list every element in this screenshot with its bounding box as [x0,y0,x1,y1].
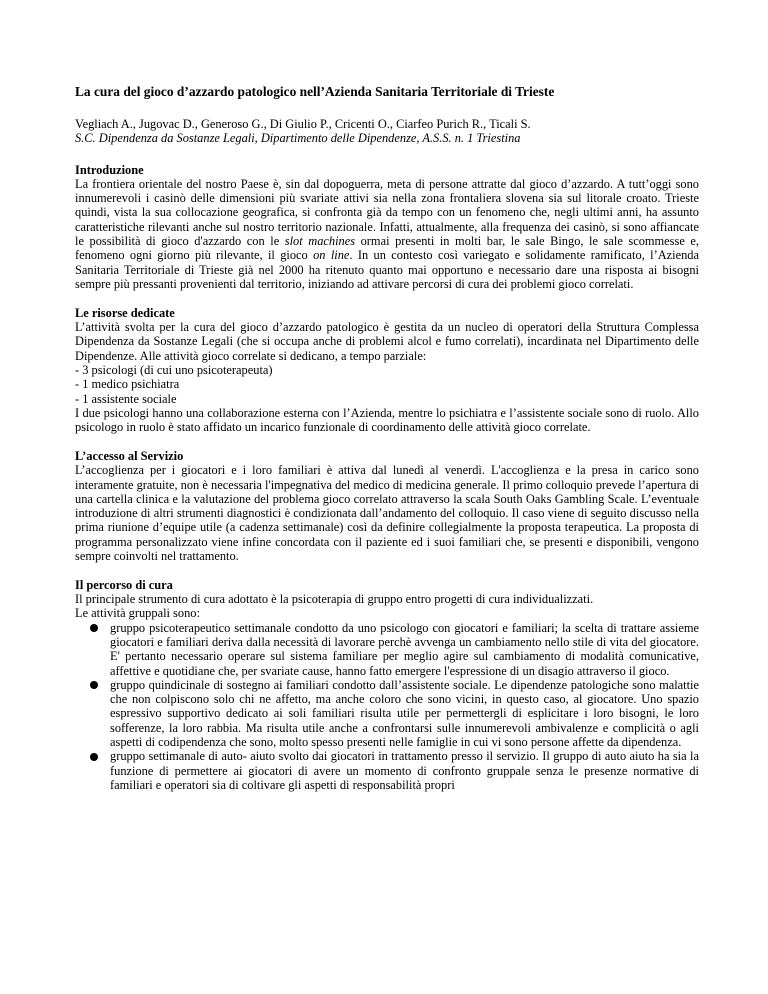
section-heading: L’accesso al Servizio [75,448,184,463]
paragraph: L’attività svolta per la cura del gioco d’azzardo patologico è gestita da un nucleo di operatori della Struttura Complessa Dipendenza da Sostanze Legali (che si occupa anche di problemi alcol e fumo correlati), incardinata nel Dipartimento delle Dipendenze. Alle attività gioco correlate si dedicano, a tempo parziale: [75,320,699,363]
bullet-icon [90,753,98,761]
document-title: La cura del gioco d’azzardo patologico nell’Azienda Sanitaria Territoriale di Trieste [75,84,555,99]
text-run: La frontiera orientale del nostro Paese è, sin dal dopoguerra, meta di persone attratte dal gioco d’azzardo. A tutt’oggi sono innumerevoli i casinò delle dimensioni più svariate attivi sia nella zona frontaliera slovena sia sul litorale croato. Trieste quindi, vista la sua collocazione geografica, si confronta già da tempo con un fenomeno che, negli ultimi anni, ha assunto caratteristiche rilevanti anche sul nostro territorio nazionale. Infatti, attualmente, alla frequenza dei casinò, si sono affiancate le possibilità di gioco d'azzardo con le [75,176,699,249]
text-run: . In un contesto così variegato e solidamente ramificato, l’Azienda Sanitaria Territoriale di Trieste già nel 2000 ha ritenuto quanto mai opportuno e necessario dare una risposta ai bisogni sempre più pressanti provenienti dal territorio, iniziando ad attivare percorsi di cura dei problemi gioco correlati. [75,248,699,291]
section-heading: Le risorse dedicate [75,305,175,320]
paragraph [75,177,699,291]
authors: Vegliach A., Jugovac D., Generoso G., Di Giulio P., Cricenti O., Ciarfeo Purich R., Ticali S. [75,117,531,131]
list-item-text: gruppo quindicinale di sostegno ai familiari condotto dall’assistente sociale. Le dipendenze patologiche sono malattie che non colpiscono solo chi ne affetto, ma anche coloro che sono vicini, in questo caso, al giocatore. Uno spazio espressivo supportivo dedicato ai soli familiari risulta utile per permettergli di esplicitare i loro bisogni, le loro sofferenze, la loro rabbia. Ma risulta utile anche a confrontarsi sulle innumerevoli ambivalenze e complicità o agli aspetti di codipendenza che sono, molto spesso presenti nelle famiglie in cui vi sono persone affette da dipendenza. [110,677,699,750]
list-item [110,749,699,792]
affiliation: S.C. Dipendenza da Sostanze Legali, Dipartimento delle Dipendenze, A.S.S. n. 1 Triestina [75,131,521,146]
list-item [110,621,699,678]
paragraph: Le attività gruppali sono: [75,606,200,621]
paragraph: L’accoglienza per i giocatori e i loro familiari è attiva dal lunedì al venerdì. L'accoglienza e la presa in carico sono interamente gratuite, non è necessaria l'impegnativa del medico di medicina generale. Il primo colloquio prevede l’apertura di una cartella clinica e la valutazione del problema gioco correlato attraverso la scala South Oaks Gambling Scale. L’eventuale introduzione di altri strumenti diagnostici è condizionata dall’andamento del colloquio. Il caso viene di seguito discusso nella prima riunione d’equipe utile (a cadenza settimanale) così da definire collegialmente la proposta terapeutica. La proposta di programma personalizzato viene infine concordata con il paziente ed i suoi familiari che, se presenti e disponibili, vengono sempre coinvolti nel trattamento. [75,463,699,564]
section-accesso [75,449,699,563]
list-item: - 3 psicologi (di cui uno psicoterapeuta) [75,362,273,377]
section-risorse [75,306,699,435]
list-item: - 1 medico psichiatra [75,377,180,392]
italic-term: on line [313,248,350,263]
paragraph: I due psicologi hanno una collaborazione esterna con l’Azienda, mentre lo psichiatra e l’assistente sociale sono di ruolo. Allo psicologo in ruolo è stato affidato un incarico funzionale di coordinamento delle attività gioco correlate. [75,405,699,435]
list-item: - 1 assistente sociale [75,391,177,406]
bullet-icon [90,624,98,632]
document-page [75,84,699,807]
list-item [110,678,699,749]
section-heading: Introduzione [75,162,144,177]
italic-term: slot machines [284,234,356,249]
list-item-text: gruppo settimanale di auto- aiuto svolto dai giocatori in trattamento presso il servizio. Il gruppo di auto aiuto ha sia la funzione di permettere ai giocatori di avere un momento di confronto gruppale senza le presenze normative di familiari e operatori sia di coltivare gli aspetti di responsabilità propri [110,749,699,792]
section-introduzione [75,163,699,292]
section-heading: Il percorso di cura [75,577,173,592]
bullet-list [75,621,699,793]
text-run: ormai presenti in molti bar, le sale Bingo, le sale scommesse e, fenomeno ogni giorno più rilevante, il gioco [75,234,699,263]
bullet-icon [90,681,98,689]
list-item-text: gruppo psicoterapeutico settimanale condotto da uno psicologo con giocatori e familiari; la scelta di trattare assieme giocatori e familiari deriva dalla necessità di lavorare perchè avvenga un cambiamento nello stile di vita del giocatore. E' pertanto necessario operare sul sistema familiare per meglio agire sul cambiamento di modalità comunicative, affettive e quotidiane che, per svariate cause, hanno fatto emergere l'espressione di un disagio attraverso il gioco. [110,620,699,678]
section-percorso [75,578,699,792]
paragraph: Il principale strumento di cura adottato è la psicoterapia di gruppo entro progetti di cura individualizzati. [75,592,594,607]
